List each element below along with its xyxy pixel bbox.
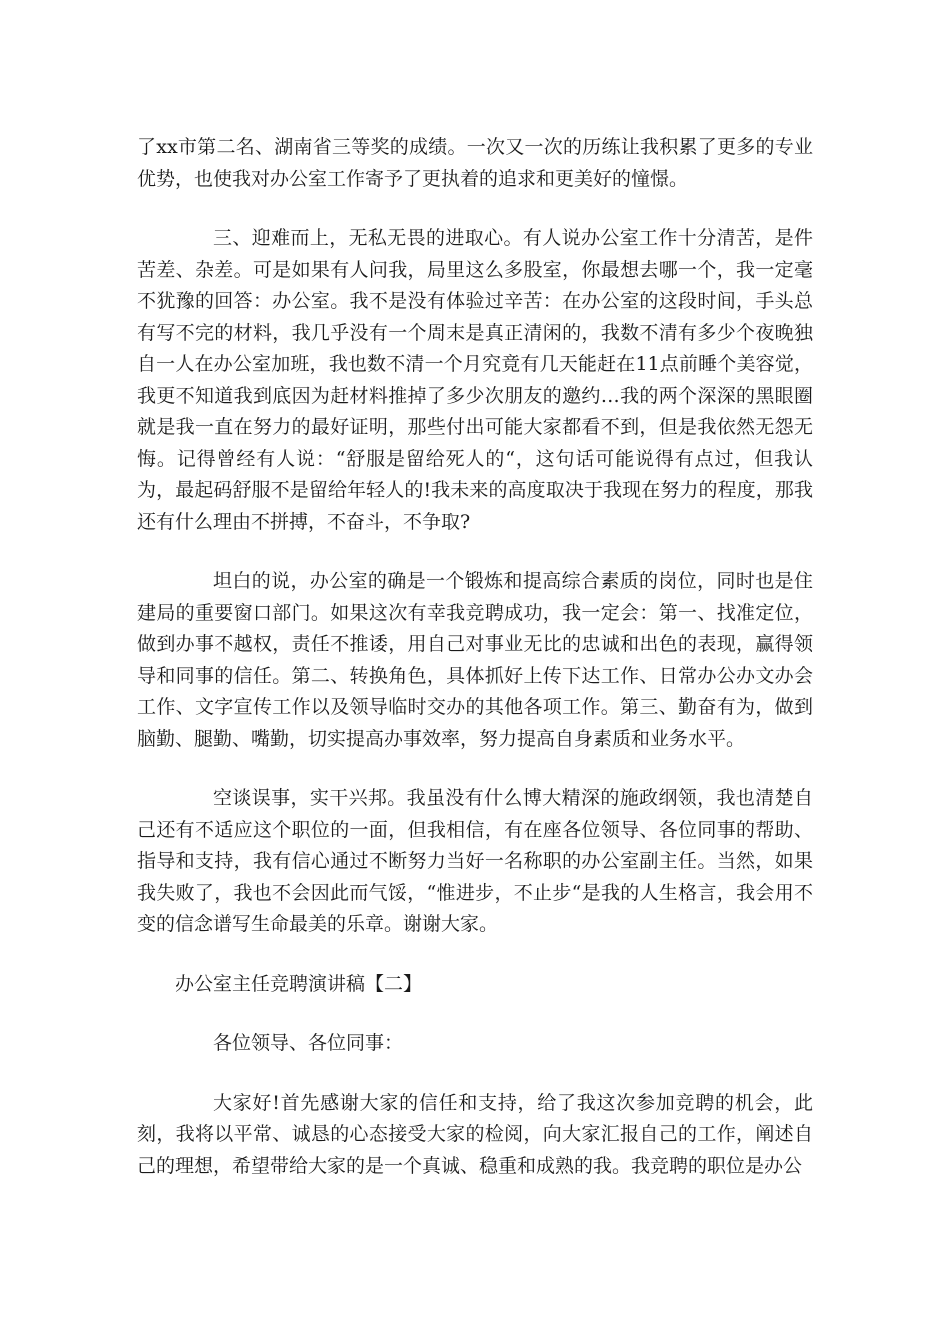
- paragraph-commitments: 坦白的说，办公室的确是一个锻炼和提高综合素质的岗位，同时也是住建局的重要窗口部门。如果这次有幸我竞聘成功，我一定会：第一、找准定位，做到办事不越权，责任不推诿，用自己对事业无比的忠诚和出色的表现，赢得领导和同事的信任。第二、转换角色，具体抓好上传下达工作、日常办公办文办会工作、文字宣传工作以及领导临时交办的其他各项工作。第三、勤奋有为，做到脑勤、腿勤、嘴勤，切实提高办事效率，努力提高自身素质和业务水平。: [137, 570, 813, 750]
- salutation: 各位领导、各位同事：: [213, 1032, 404, 1054]
- document-body: [137, 132, 813, 1210]
- section-heading: 办公室主任竞聘演讲稿【二】: [175, 972, 423, 995]
- paragraph-award-results: 了xx市第二名、湖南省三等奖的成绩。一次又一次的历练让我积累了更多的专业优势，也使我对办公室工作寄予了更执着的追求和更美好的憧憬。: [137, 136, 813, 190]
- paragraph-opening: 大家好!首先感谢大家的信任和支持，给了我这次参加竞聘的机会，此刻，我将以平常、诚恳的心态接受大家的检阅，向大家汇报自己的工作，阐述自己的理想，希望带给大家的是一个真诚、稳重和成熟的我。我竞聘的职位是办公: [137, 1091, 813, 1177]
- paragraph-third-point: 三、迎难而上，无私无畏的进取心。有人说办公室工作十分清苦，是件苦差、杂差。可是如果有人问我，局里这么多股室，你最想去哪一个，我一定毫不犹豫的回答：办公室。我不是没有体验过辛苦：在办公室的这段时间，手头总有写不完的材料，我几乎没有一个周末是真正清闲的，我数不清有多少个夜晚独自一人在办公室加班，我也数不清一个月究竟有几天能赶在11点前睡个美容觉，我更不知道我到底因为赶材料推掉了多少次朋友的邀约…我的两个深深的黑眼圈就是我一直在努力的最好证明，那些付出可能大家都看不到，但是我依然无怨无悔。记得曾经有人说：“舒服是留给死人的“，这句话可能说得有点过，但我认为，最起码舒服不是留给年轻人的!我未来的高度取决于我现在努力的程度，那我还有什么理由不拼搏，不奋斗，不争取?: [137, 227, 813, 533]
- paragraph-conclusion: 空谈误事，实干兴邦。我虽没有什么博大精深的施政纲领，我也清楚自己还有不适应这个职位的一面，但我相信，有在座各位领导、各位同事的帮助、指导和支持，我有信心通过不断努力当好一名称职的办公室副主任。当然，如果我失败了，我也不会因此而气馁，“惟进步，不止步“是我的人生格言，我会用不变的信念谱写生命最美的乐章。谢谢大家。: [137, 787, 813, 935]
